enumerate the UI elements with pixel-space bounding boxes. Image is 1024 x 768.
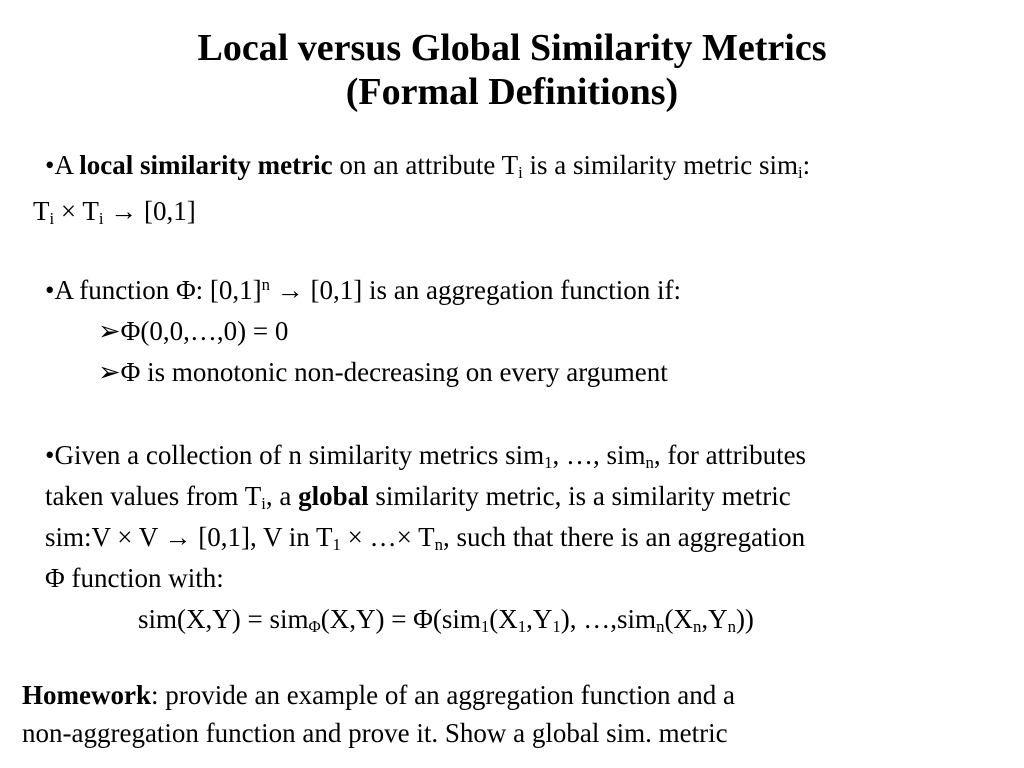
bullet-global-line-3: sim:V × V → [0,1], V in $T_1$ × …× $T_n$, such that there is an aggregation bbox=[45, 522, 806, 555]
bullet-local-line-2: $T_i \times T_i \to [0,1]$ bbox=[33, 196, 196, 229]
bullet-local-line-1: •A local similarity metric on an attribute $T_i$ is a similarity metric sim$_i$: bbox=[45, 150, 811, 183]
global-similarity-formula: $sim(X,Y) = sim_\Phi(X,Y) = \Phi(sim_1(X_1,Y_1)$, $\dots,sim_n(X_n,Y_n)$) bbox=[138, 604, 754, 637]
sub-bullet-monotonic: ➢Φ is monotonic non-decreasing on every argument bbox=[98, 357, 668, 387]
homework-note bbox=[22, 676, 735, 752]
bullet-global-line-2: taken values from $T_i$, a global similarity metric, is a similarity metric bbox=[45, 481, 791, 514]
bullet-global-line-1: •Given a collection of n similarity metrics sim$_1$, …, sim$_n$, for attributes bbox=[45, 440, 807, 473]
slide-title bbox=[0, 26, 1024, 114]
title-line-1: Local versus Global Similarity Metrics bbox=[197, 27, 827, 69]
homework-label: Homework bbox=[22, 680, 151, 710]
sub-bullet-zero: ➢Φ(0,0,…,0) = 0 bbox=[98, 316, 289, 346]
term-local-similarity-metric: local similarity metric bbox=[79, 150, 333, 180]
term-global: global bbox=[298, 481, 369, 511]
title-line-2: (Formal Definitions) bbox=[345, 71, 679, 113]
bullet-global-line-4: Φ function with: bbox=[45, 563, 224, 593]
bullet-aggregation-line-1: •A function Φ: $[0,1]^n \to [0,1]$ is an aggregation function if: bbox=[45, 274, 681, 305]
homework-line-1: Homework: provide an example of an aggregation function and a bbox=[22, 680, 736, 710]
homework-line-2: non-aggregation function and prove it. Show a global sim. metric bbox=[22, 718, 728, 748]
